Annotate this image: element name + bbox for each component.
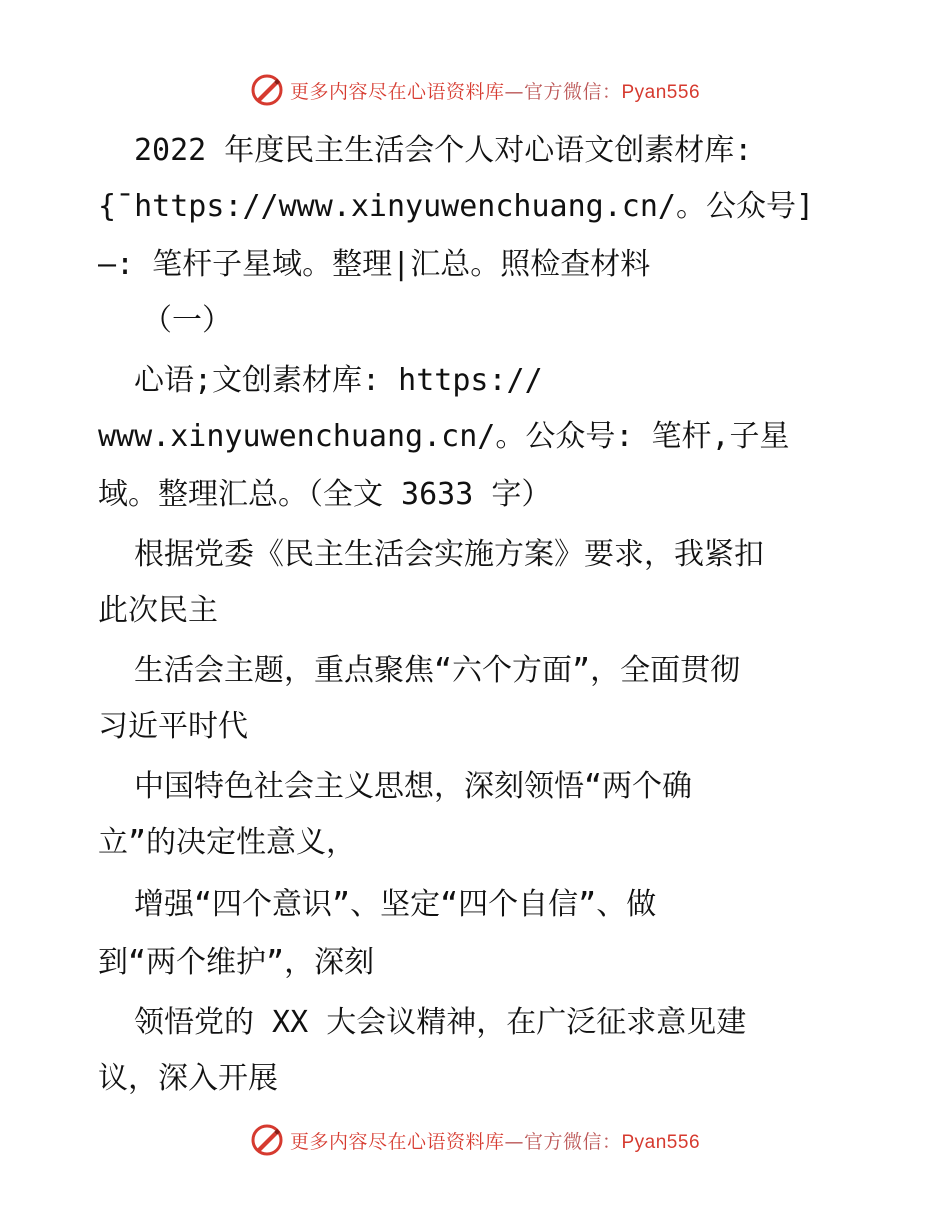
doc-line-3: —: 笔杆子星域。整理|汇总。照检查材料 — [98, 247, 651, 282]
doc-line-7: 域。整理汇总。（全文 3633 字） — [98, 477, 552, 512]
banner-text — [290, 77, 700, 104]
doc-line-6: www.xinyuwenchuang.cn/。公众号: 笔杆,子星 — [98, 419, 790, 454]
banner-wechat-handle: Pyan556 — [621, 1131, 701, 1153]
brand-logo-icon — [250, 73, 284, 107]
banner-wechat-label: 官方微信： — [523, 80, 622, 103]
doc-line-4: （一） — [142, 303, 232, 338]
banner-wechat-handle: Pyan556 — [621, 81, 701, 103]
doc-line-17: 议，深入开展 — [98, 1061, 278, 1096]
banner-separator: — — [504, 1130, 524, 1153]
doc-line-10: 生活会主题，重点聚焦“六个方面”，全面贯彻 — [134, 653, 741, 688]
banner-site-text: 更多内容尽在心语资料库 — [289, 80, 505, 103]
doc-line-2: {¯https://www.xinyuwenchuang.cn/。公众号] — [98, 189, 815, 224]
doc-line-12: 中国特色社会主义思想，深刻领悟“两个确 — [134, 769, 693, 804]
banner-separator: — — [504, 80, 524, 103]
header-banner — [0, 70, 950, 110]
doc-line-5: 心语;文创素材库: https:// — [134, 363, 543, 398]
footer-banner — [0, 1120, 950, 1160]
doc-line-14: 增强“四个意识”、坚定“四个自信”、做 — [134, 887, 657, 922]
doc-line-15: 到“两个维护”，深刻 — [98, 945, 375, 980]
banner-site-text: 更多内容尽在心语资料库 — [289, 1130, 505, 1153]
doc-line-9: 此次民主 — [98, 593, 218, 628]
doc-line-1: 2022 年度民主生活会个人对心语文创素材库: — [134, 133, 753, 168]
doc-line-16: 领悟党的 XX 大会议精神，在广泛征求意见建 — [134, 1005, 747, 1040]
doc-line-11: 习近平时代 — [98, 709, 248, 744]
brand-logo-icon — [250, 1123, 284, 1157]
banner-text — [290, 1127, 700, 1154]
doc-line-8: 根据党委《民主生活会实施方案》要求，我紧扣 — [134, 537, 764, 572]
banner-wechat-label: 官方微信： — [523, 1130, 622, 1153]
doc-line-13: 立”的决定性意义， — [98, 825, 357, 860]
